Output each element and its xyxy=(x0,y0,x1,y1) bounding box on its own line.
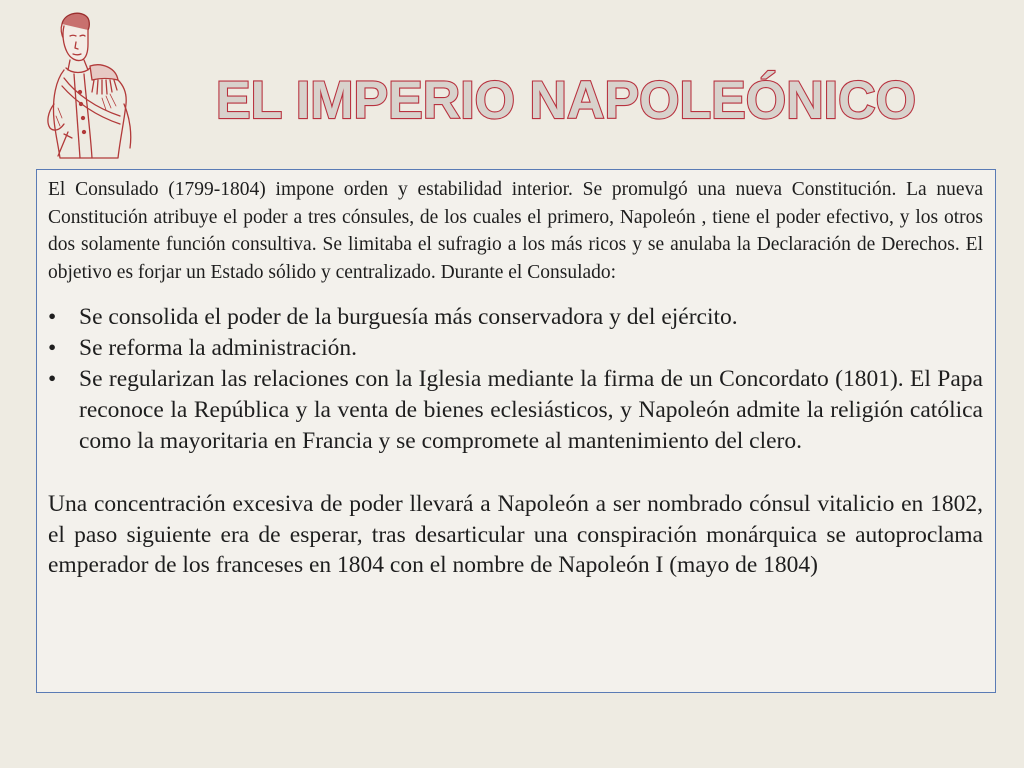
list-item xyxy=(48,364,983,457)
bullet-icon: • xyxy=(48,335,57,361)
page-title-text: EL IMPERIO NAPOLEÓNICO xyxy=(216,71,930,130)
list-item-text: Se regularizan las relaciones con la Iglesia mediante la firma de un Concordato (1801). El Papa reconoce la República y la venta de bienes eclesiásticos, y Napoleón admite la religión católica como la mayoritaria en Francia y se compromete al mantenimiento del clero. xyxy=(79,366,983,454)
list-item xyxy=(48,302,983,333)
napoleon-portrait-icon xyxy=(40,8,140,166)
bullet-list xyxy=(48,302,983,457)
content-box xyxy=(36,169,996,693)
list-item-text: Se reforma la administración. xyxy=(79,335,357,361)
list-item-text: Se consolida el poder de la burguesía más conservadora y del ejército. xyxy=(79,304,738,330)
intro-paragraph: El Consulado (1799-1804) impone orden y estabilidad interior. Se promulgó una nueva Constitución. La nueva Constitución atribuye el poder a tres cónsules, de los cuales el primero, Napoleón , tiene el poder efectivo, y los otros dos solamente función consultiva. Se limitaba el sufragio a los más ricos y se anulaba la Declaración de Derechos. El objetivo es forjar un Estado sólido y centralizado. Durante el Consulado: xyxy=(48,179,983,283)
bullet-icon: • xyxy=(48,366,57,392)
list-item xyxy=(48,333,983,364)
bullet-icon: • xyxy=(48,304,57,330)
page-title xyxy=(210,60,930,140)
closing-paragraph: Una concentración excesiva de poder llevará a Napoleón a ser nombrado cónsul vitalicio en 1802, el paso siguiente era de esperar, tras desarticular una conspiración monárquica se autoproclama emperador de los franceses en 1804 con el nombre de Napoleón I (mayo de 1804) xyxy=(48,491,983,578)
